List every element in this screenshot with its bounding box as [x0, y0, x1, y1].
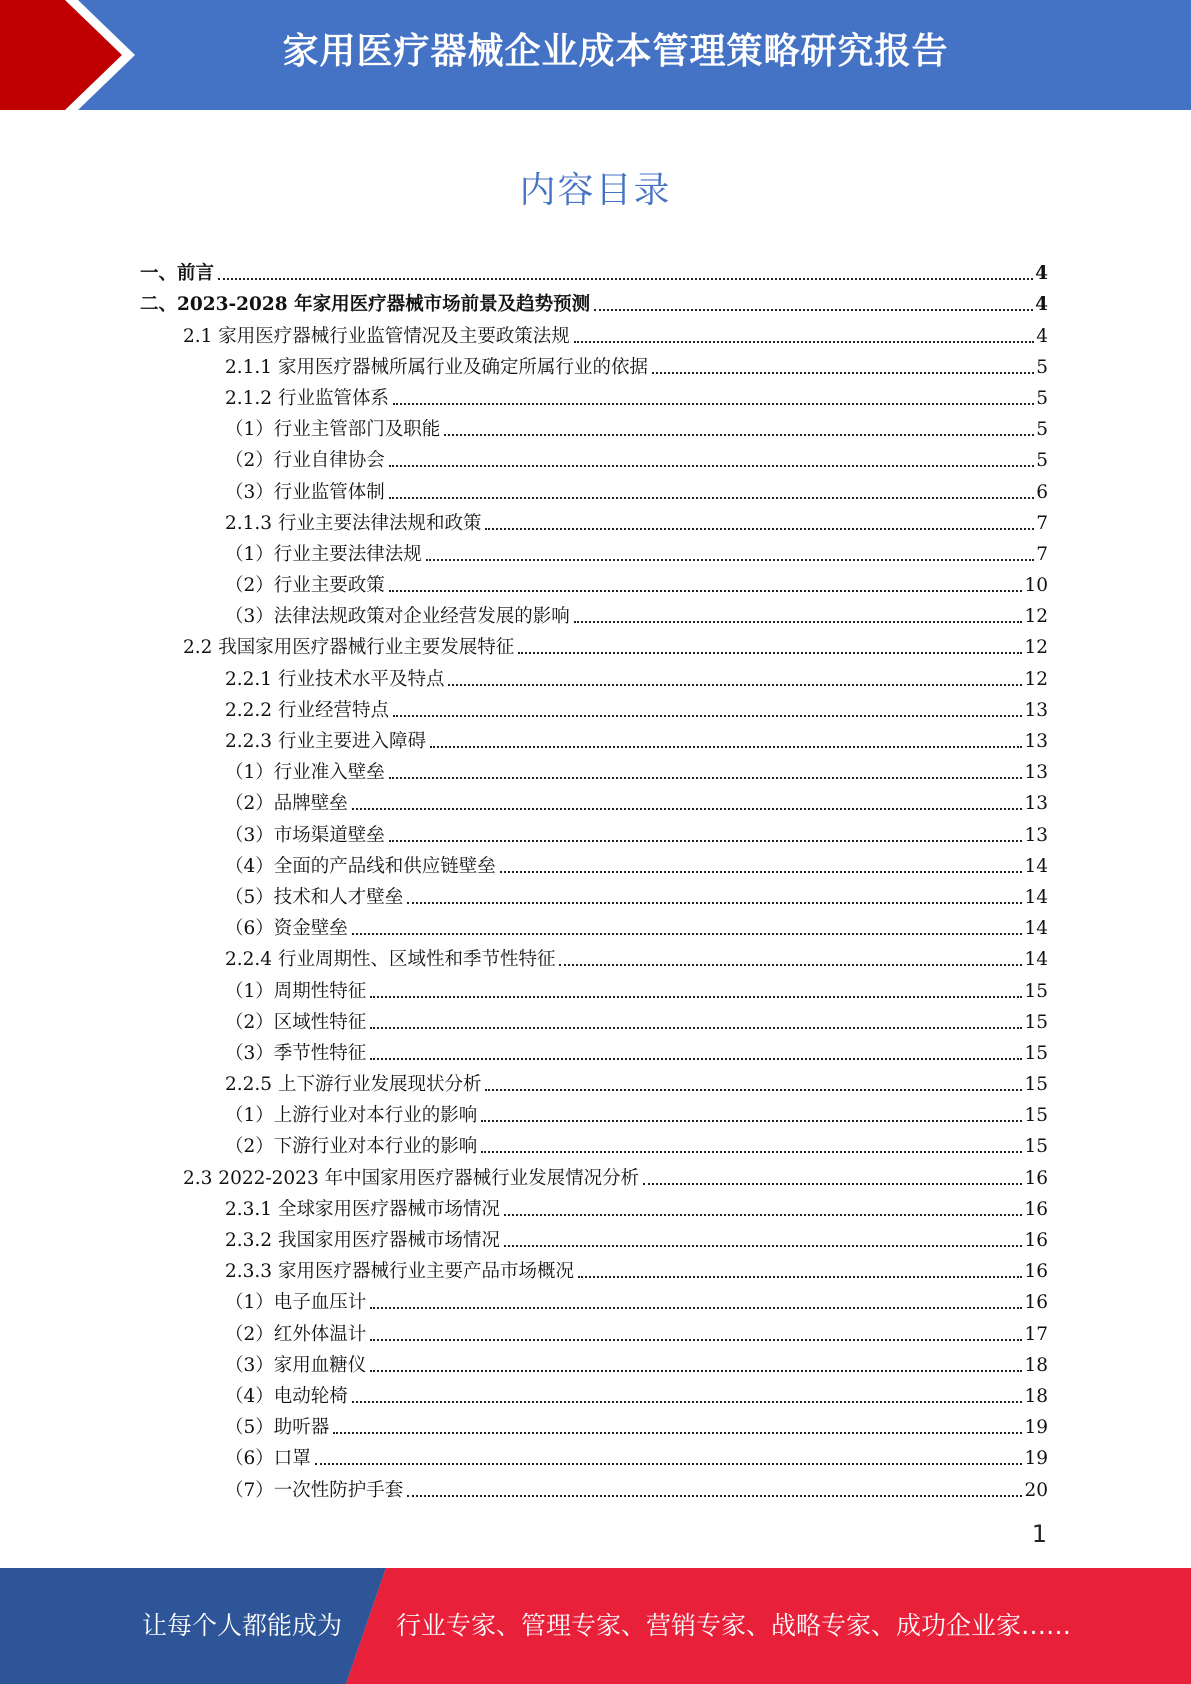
toc-entry-page: 12 — [1024, 606, 1048, 628]
toc-heading: 内容目录 — [519, 170, 672, 211]
toc-entry-page: 16 — [1024, 1198, 1048, 1220]
toc-entry-label: 2.2.4 行业周期性、区域性和季节性特征 — [225, 949, 556, 971]
toc-leader-dots — [504, 1214, 1022, 1216]
toc-entry[interactable] — [225, 1439, 1048, 1470]
toc-leader-dots — [352, 933, 1023, 935]
toc-entry-label: （7）一次性防护手套 — [225, 1479, 404, 1501]
toc-entry-page: 15 — [1024, 1105, 1048, 1127]
toc-entry[interactable] — [225, 1470, 1048, 1501]
toc-entry[interactable] — [225, 597, 1048, 628]
toc-entry-label: 2.1.1 家用医疗器械所属行业及确定所属行业的依据 — [225, 356, 648, 378]
toc-leader-dots — [393, 403, 1034, 405]
toc-entry-page: 13 — [1024, 731, 1048, 752]
toc-entry-page: 15 — [1024, 1074, 1048, 1096]
toc-entry-page: 15 — [1024, 1136, 1048, 1158]
footer-banner — [0, 1568, 1191, 1684]
toc-entry-label: （2）区域性特征 — [225, 1011, 367, 1033]
toc-entry-label: （2）下游行业对本行业的影响 — [225, 1136, 478, 1158]
toc-entry[interactable] — [225, 1190, 1048, 1221]
page-number: 1 — [1031, 1520, 1047, 1548]
toc-leader-dots — [574, 341, 1034, 343]
toc-entry-page: 18 — [1024, 1385, 1048, 1407]
toc-entry[interactable] — [225, 753, 1048, 784]
toc-entry-page: 5 — [1036, 450, 1048, 472]
toc-entry-page: 13 — [1024, 824, 1048, 846]
toc-entry-label: （2）品牌壁垒 — [225, 793, 348, 815]
toc-entry-label: （5）助听器 — [225, 1417, 330, 1439]
toc-leader-dots — [426, 559, 1034, 561]
toc-entry-page: 5 — [1036, 356, 1048, 378]
toc-leader-dots — [485, 528, 1034, 530]
header-banner — [0, 0, 1191, 110]
toc-entry-label: 二、2023-2028 年家用医疗器械市场前景及趋势预测 — [140, 294, 591, 316]
toc-entry-label: （6）口罩 — [225, 1448, 311, 1470]
toc-entry-label: （4）全面的产品线和供应链壁垒 — [225, 855, 496, 877]
toc-leader-dots — [370, 1027, 1022, 1029]
table-of-contents — [0, 254, 1191, 1502]
toc-leader-dots — [578, 1276, 1022, 1278]
toc-entry-label: 2.1.2 行业监管体系 — [225, 387, 389, 409]
toc-entry-page: 10 — [1024, 575, 1048, 597]
toc-entry-page: 16 — [1024, 1230, 1048, 1251]
toc-entry-label: 2.3.1 全球家用医疗器械市场情况 — [225, 1198, 500, 1220]
toc-entry[interactable] — [225, 1377, 1048, 1408]
toc-entry[interactable] — [183, 1158, 1048, 1189]
toc-entry[interactable] — [225, 1408, 1048, 1439]
toc-entry-label: （4）电动轮椅 — [225, 1385, 348, 1407]
toc-leader-dots — [500, 871, 1023, 873]
toc-entry-label: （3）行业监管体制 — [225, 481, 385, 503]
toc-leader-dots — [315, 1463, 1023, 1465]
toc-entry[interactable] — [225, 1096, 1048, 1127]
toc-entry-page: 14 — [1024, 918, 1048, 940]
toc-leader-dots — [218, 278, 1033, 280]
toc-entry-page: 5 — [1036, 387, 1048, 409]
toc-leader-dots — [643, 1183, 1022, 1185]
toc-leader-dots — [574, 621, 1023, 623]
toc-leader-dots — [594, 309, 1033, 311]
toc-entry[interactable] — [225, 1252, 1048, 1283]
toc-entry-page: 16 — [1024, 1261, 1048, 1283]
toc-entry-page: 7 — [1036, 512, 1048, 534]
footer-slogan-left: 让每个人都能成为 — [142, 1611, 343, 1640]
toc-entry-page: 15 — [1024, 980, 1048, 1002]
toc-entry[interactable] — [225, 504, 1048, 535]
toc-entry-page: 14 — [1024, 855, 1048, 877]
toc-entry-label: 2.2 我国家用医疗器械行业主要发展特征 — [183, 637, 515, 659]
toc-leader-dots — [481, 1151, 1022, 1153]
toc-entry[interactable] — [225, 940, 1048, 971]
toc-leader-dots — [352, 808, 1023, 810]
toc-leader-dots — [370, 1339, 1022, 1341]
toc-entry-page: 16 — [1024, 1167, 1048, 1189]
toc-entry[interactable] — [225, 815, 1048, 846]
toc-leader-dots — [652, 372, 1034, 374]
toc-entry-label: （1）行业准入壁垒 — [225, 762, 385, 784]
toc-entry-page: 14 — [1024, 886, 1048, 908]
toc-entry[interactable] — [225, 566, 1048, 597]
toc-leader-dots — [481, 1120, 1022, 1122]
toc-entry[interactable] — [225, 441, 1048, 472]
toc-leader-dots — [370, 1307, 1022, 1309]
toc-entry-page: 18 — [1024, 1354, 1048, 1376]
toc-entry[interactable] — [225, 1127, 1048, 1158]
toc-entry[interactable] — [225, 379, 1048, 410]
toc-entry-label: （2）行业自律协会 — [225, 450, 385, 472]
toc-entry-label: （1）电子血压计 — [225, 1292, 367, 1314]
toc-leader-dots — [352, 1401, 1023, 1403]
toc-entry[interactable] — [140, 285, 1048, 316]
toc-leader-dots — [370, 996, 1022, 998]
toc-entry-page: 13 — [1024, 762, 1048, 784]
toc-entry-label: （1）行业主管部门及职能 — [225, 419, 441, 441]
toc-entry-label: （5）技术和人才壁垒 — [225, 886, 404, 908]
toc-entry[interactable] — [225, 1346, 1048, 1377]
toc-entry-page: 15 — [1024, 1042, 1048, 1064]
toc-entry-label: 2.3.2 我国家用医疗器械市场情况 — [225, 1230, 500, 1251]
toc-entry-label: （1）周期性特征 — [225, 980, 367, 1002]
toc-entry-page: 19 — [1024, 1448, 1048, 1470]
toc-entry[interactable] — [225, 691, 1048, 722]
toc-entry[interactable] — [225, 1314, 1048, 1345]
toc-entry-label: （3）市场渠道壁垒 — [225, 824, 385, 846]
toc-entry-page: 14 — [1024, 949, 1048, 971]
toc-entry[interactable] — [225, 722, 1048, 753]
toc-entry-label: 2.1 家用医疗器械行业监管情况及主要政策法规 — [183, 325, 570, 347]
toc-entry[interactable] — [225, 1283, 1048, 1314]
toc-entry-page: 20 — [1024, 1479, 1048, 1501]
toc-entry-label: 2.2.3 行业主要进入障碍 — [225, 731, 426, 752]
toc-entry-label: 2.1.3 行业主要法律法规和政策 — [225, 512, 482, 534]
toc-entry[interactable] — [225, 971, 1048, 1002]
toc-entry[interactable] — [225, 410, 1048, 441]
toc-entry-page: 13 — [1024, 699, 1048, 721]
toc-entry[interactable] — [225, 1003, 1048, 1034]
toc-entry-page: 7 — [1036, 543, 1048, 565]
toc-leader-dots — [393, 715, 1022, 717]
toc-entry-label: 2.2.5 上下游行业发展现状分析 — [225, 1074, 482, 1096]
toc-entry-label: （3）季节性特征 — [225, 1042, 367, 1064]
toc-leader-dots — [559, 964, 1022, 966]
footer-slogan-right: 行业专家、管理专家、营销专家、战略专家、成功企业家…… — [396, 1611, 1072, 1640]
toc-entry[interactable] — [225, 535, 1048, 566]
toc-leader-dots — [389, 840, 1023, 842]
toc-entry[interactable] — [183, 316, 1048, 347]
toc-entry-label: （1）上游行业对本行业的影响 — [225, 1105, 478, 1127]
toc-entry[interactable] — [183, 628, 1048, 659]
toc-leader-dots — [389, 497, 1034, 499]
toc-entry[interactable] — [225, 878, 1048, 909]
toc-entry-label: （2）红外体温计 — [225, 1323, 367, 1345]
toc-entry-page: 19 — [1024, 1417, 1048, 1439]
toc-entry[interactable] — [225, 472, 1048, 503]
toc-leader-dots — [518, 652, 1022, 654]
toc-entry-label: （1）行业主要法律法规 — [225, 543, 422, 565]
toc-leader-dots — [448, 684, 1022, 686]
toc-leader-dots — [485, 1089, 1022, 1091]
toc-entry-label: 一、前言 — [140, 263, 215, 285]
toc-entry-label: （3）法律法规政策对企业经营发展的影响 — [225, 606, 570, 628]
toc-entry-label: 2.3 2022-2023 年中国家用医疗器械行业发展情况分析 — [183, 1167, 640, 1189]
toc-entry-page: 16 — [1024, 1292, 1048, 1314]
toc-entry[interactable] — [225, 909, 1048, 940]
toc-leader-dots — [333, 1432, 1022, 1434]
toc-entry-page: 12 — [1024, 637, 1048, 659]
toc-entry-label: （3）家用血糖仪 — [225, 1354, 367, 1376]
toc-leader-dots — [430, 746, 1022, 748]
toc-leader-dots — [389, 777, 1023, 779]
toc-leader-dots — [504, 1245, 1022, 1247]
toc-entry-page: 17 — [1024, 1323, 1048, 1345]
toc-entry[interactable] — [225, 348, 1048, 379]
toc-entry-label: 2.2.2 行业经营特点 — [225, 699, 389, 721]
toc-entry[interactable] — [225, 659, 1048, 690]
toc-leader-dots — [370, 1370, 1022, 1372]
toc-entry-page: 5 — [1036, 419, 1048, 441]
toc-entry-page: 6 — [1036, 481, 1048, 503]
toc-entry[interactable] — [225, 784, 1048, 815]
toc-leader-dots — [444, 434, 1034, 436]
toc-entry[interactable] — [225, 1034, 1048, 1065]
toc-leader-dots — [407, 1495, 1022, 1497]
toc-entry[interactable] — [225, 1221, 1048, 1252]
toc-leader-dots — [389, 590, 1023, 592]
toc-entry-label: （2）行业主要政策 — [225, 575, 385, 597]
toc-entry-page: 4 — [1035, 294, 1048, 316]
toc-entry-label: 2.2.1 行业技术水平及特点 — [225, 668, 445, 690]
toc-leader-dots — [389, 465, 1034, 467]
toc-leader-dots — [407, 902, 1022, 904]
toc-entry-page: 12 — [1024, 668, 1048, 690]
toc-entry-page: 15 — [1024, 1011, 1048, 1033]
report-title: 家用医疗器械企业成本管理策略研究报告 — [282, 31, 949, 72]
toc-entry-page: 4 — [1035, 263, 1048, 285]
toc-entry[interactable] — [225, 1065, 1048, 1096]
toc-leader-dots — [370, 1058, 1022, 1060]
toc-entry-label: （6）资金壁垒 — [225, 918, 348, 940]
toc-entry[interactable] — [140, 254, 1048, 285]
toc-entry[interactable] — [225, 847, 1048, 878]
toc-entry-page: 4 — [1036, 325, 1048, 347]
toc-entry-label: 2.3.3 家用医疗器械行业主要产品市场概况 — [225, 1261, 574, 1283]
toc-entry-page: 13 — [1024, 793, 1048, 815]
